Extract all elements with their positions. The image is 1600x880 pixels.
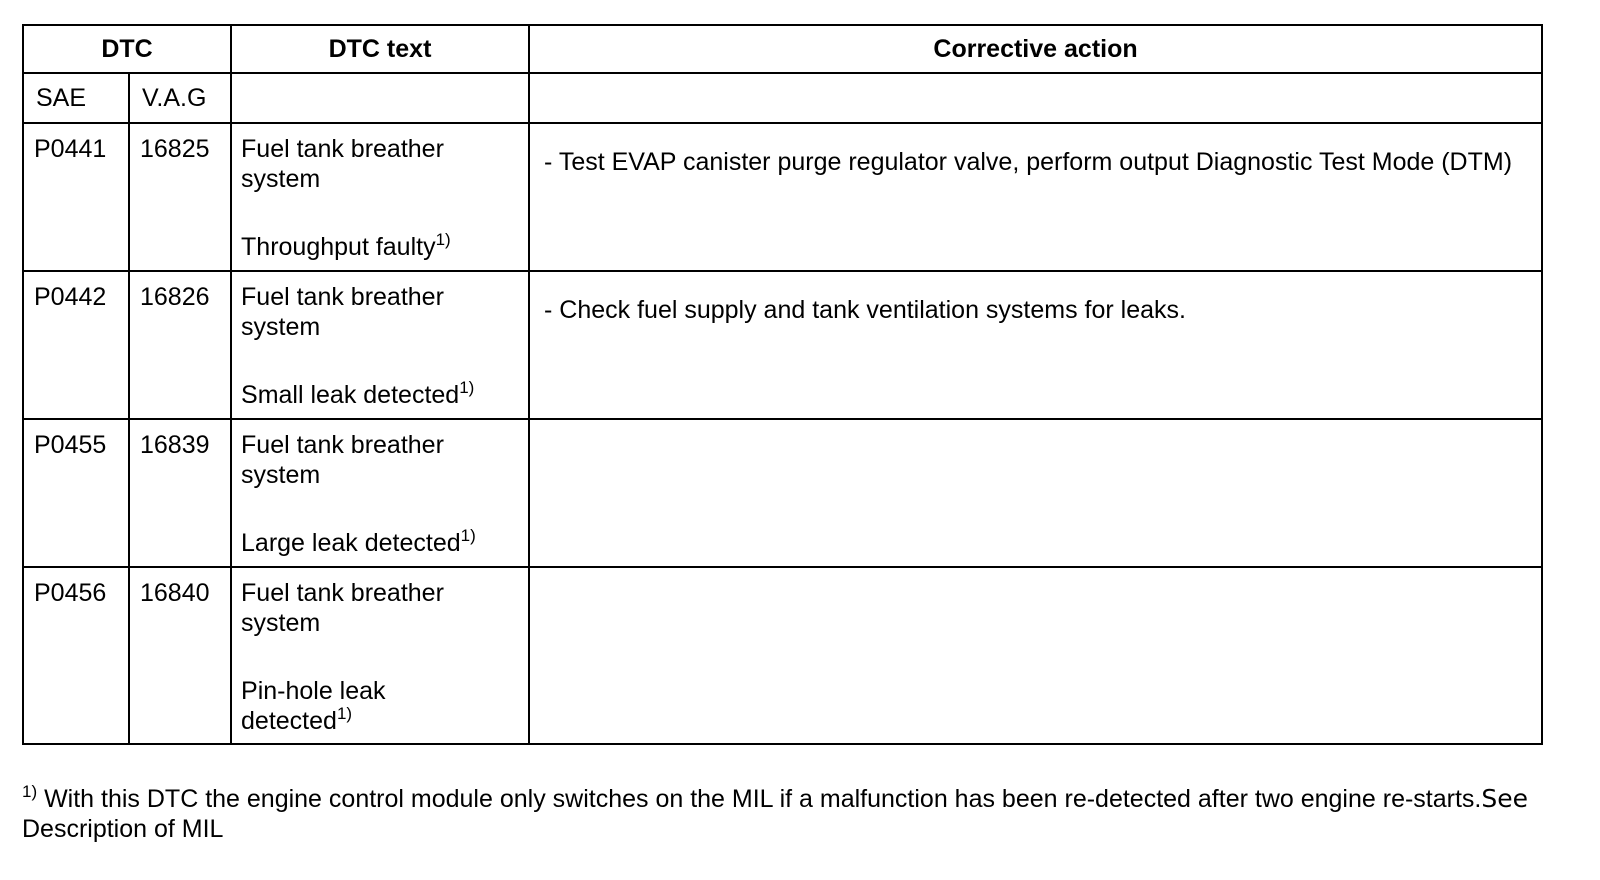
- dtc-text-status: Large leak detected: [241, 529, 461, 557]
- footnote: [22, 784, 1542, 844]
- header-dtc-text: DTC text: [231, 25, 529, 73]
- corrective-action-text: - Check fuel supply and tank ventilation systems for leaks.: [544, 296, 1186, 324]
- dtc-text-status: Small leak detected: [241, 381, 460, 409]
- footnote-mark: 1): [22, 782, 38, 801]
- dtc-text-cell: [231, 567, 529, 744]
- dtc-text-status-line: [241, 676, 488, 736]
- vag-code-cell: [129, 123, 231, 271]
- dtc-text-status-line: [241, 528, 518, 558]
- corrective-action-cell: [529, 123, 1542, 271]
- dtc-text-cell: [231, 123, 529, 271]
- corrective-action-text: - Test EVAP canister purge regulator valve, perform output Diagnostic Test Mode (DTM): [544, 148, 1513, 176]
- sae-code: P0441: [34, 135, 107, 163]
- footnote-marker[interactable]: 1): [459, 378, 475, 397]
- dtc-text-cell: [231, 271, 529, 419]
- dtc-text-status: Pin-hole leak detected: [241, 677, 386, 735]
- table-row: [23, 567, 1542, 744]
- dtc-text-system: Fuel tank breather system: [241, 431, 444, 489]
- mil-description-link[interactable]: Description of MIL: [22, 815, 224, 843]
- dtc-table: [22, 24, 1543, 745]
- footnote-marker[interactable]: 1): [435, 230, 451, 249]
- sae-code-cell: [23, 271, 129, 419]
- table-row: [23, 419, 1542, 567]
- dtc-text-status-line: [241, 380, 518, 410]
- subheader-empty-action: [529, 73, 1542, 123]
- vag-code: 16826: [140, 283, 210, 311]
- corrective-action-cell: [529, 567, 1542, 744]
- dtc-text-status-line: [241, 232, 518, 262]
- footnote-text: With this DTC the engine control module only switches on the MIL if a malfunction has been re-detected after two engine re-starts.: [37, 785, 1482, 813]
- sae-code: P0456: [34, 579, 107, 607]
- see-label: See: [1481, 784, 1529, 813]
- dtc-text-status: Throughput faulty: [241, 233, 436, 261]
- vag-code-cell: [129, 271, 231, 419]
- footnote-marker[interactable]: 1): [336, 704, 353, 723]
- sae-code-cell: [23, 123, 129, 271]
- vag-code-cell: [129, 567, 231, 744]
- footnote-marker[interactable]: 1): [460, 526, 476, 545]
- vag-code-cell: [129, 419, 231, 567]
- sae-code-cell: [23, 567, 129, 744]
- dtc-text-system: Fuel tank breather system: [241, 579, 444, 637]
- dtc-text-system: Fuel tank breather system: [241, 283, 444, 341]
- table-row: [23, 123, 1542, 271]
- vag-code: 16825: [140, 135, 210, 163]
- corrective-action-text: [530, 420, 1541, 443]
- table-row: [23, 271, 1542, 419]
- header-corrective-action: Corrective action: [529, 25, 1542, 73]
- vag-code: 16839: [140, 431, 210, 459]
- sae-code: P0442: [34, 283, 107, 311]
- corrective-action-text: [530, 568, 1541, 591]
- header-dtc: DTC: [23, 25, 231, 73]
- sae-code-cell: [23, 419, 129, 567]
- sae-code: P0455: [34, 431, 107, 459]
- subheader-vag: V.A.G: [129, 73, 231, 123]
- subheader-empty-text: [231, 73, 529, 123]
- corrective-action-cell: [529, 419, 1542, 567]
- dtc-text-cell: [231, 419, 529, 567]
- corrective-action-cell: [529, 271, 1542, 419]
- subheader-sae: SAE: [23, 73, 129, 123]
- vag-code: 16840: [140, 579, 210, 607]
- table-header-row: [23, 25, 1542, 73]
- dtc-text-system: Fuel tank breather system: [241, 135, 444, 193]
- table-subheader-row: [23, 73, 1542, 123]
